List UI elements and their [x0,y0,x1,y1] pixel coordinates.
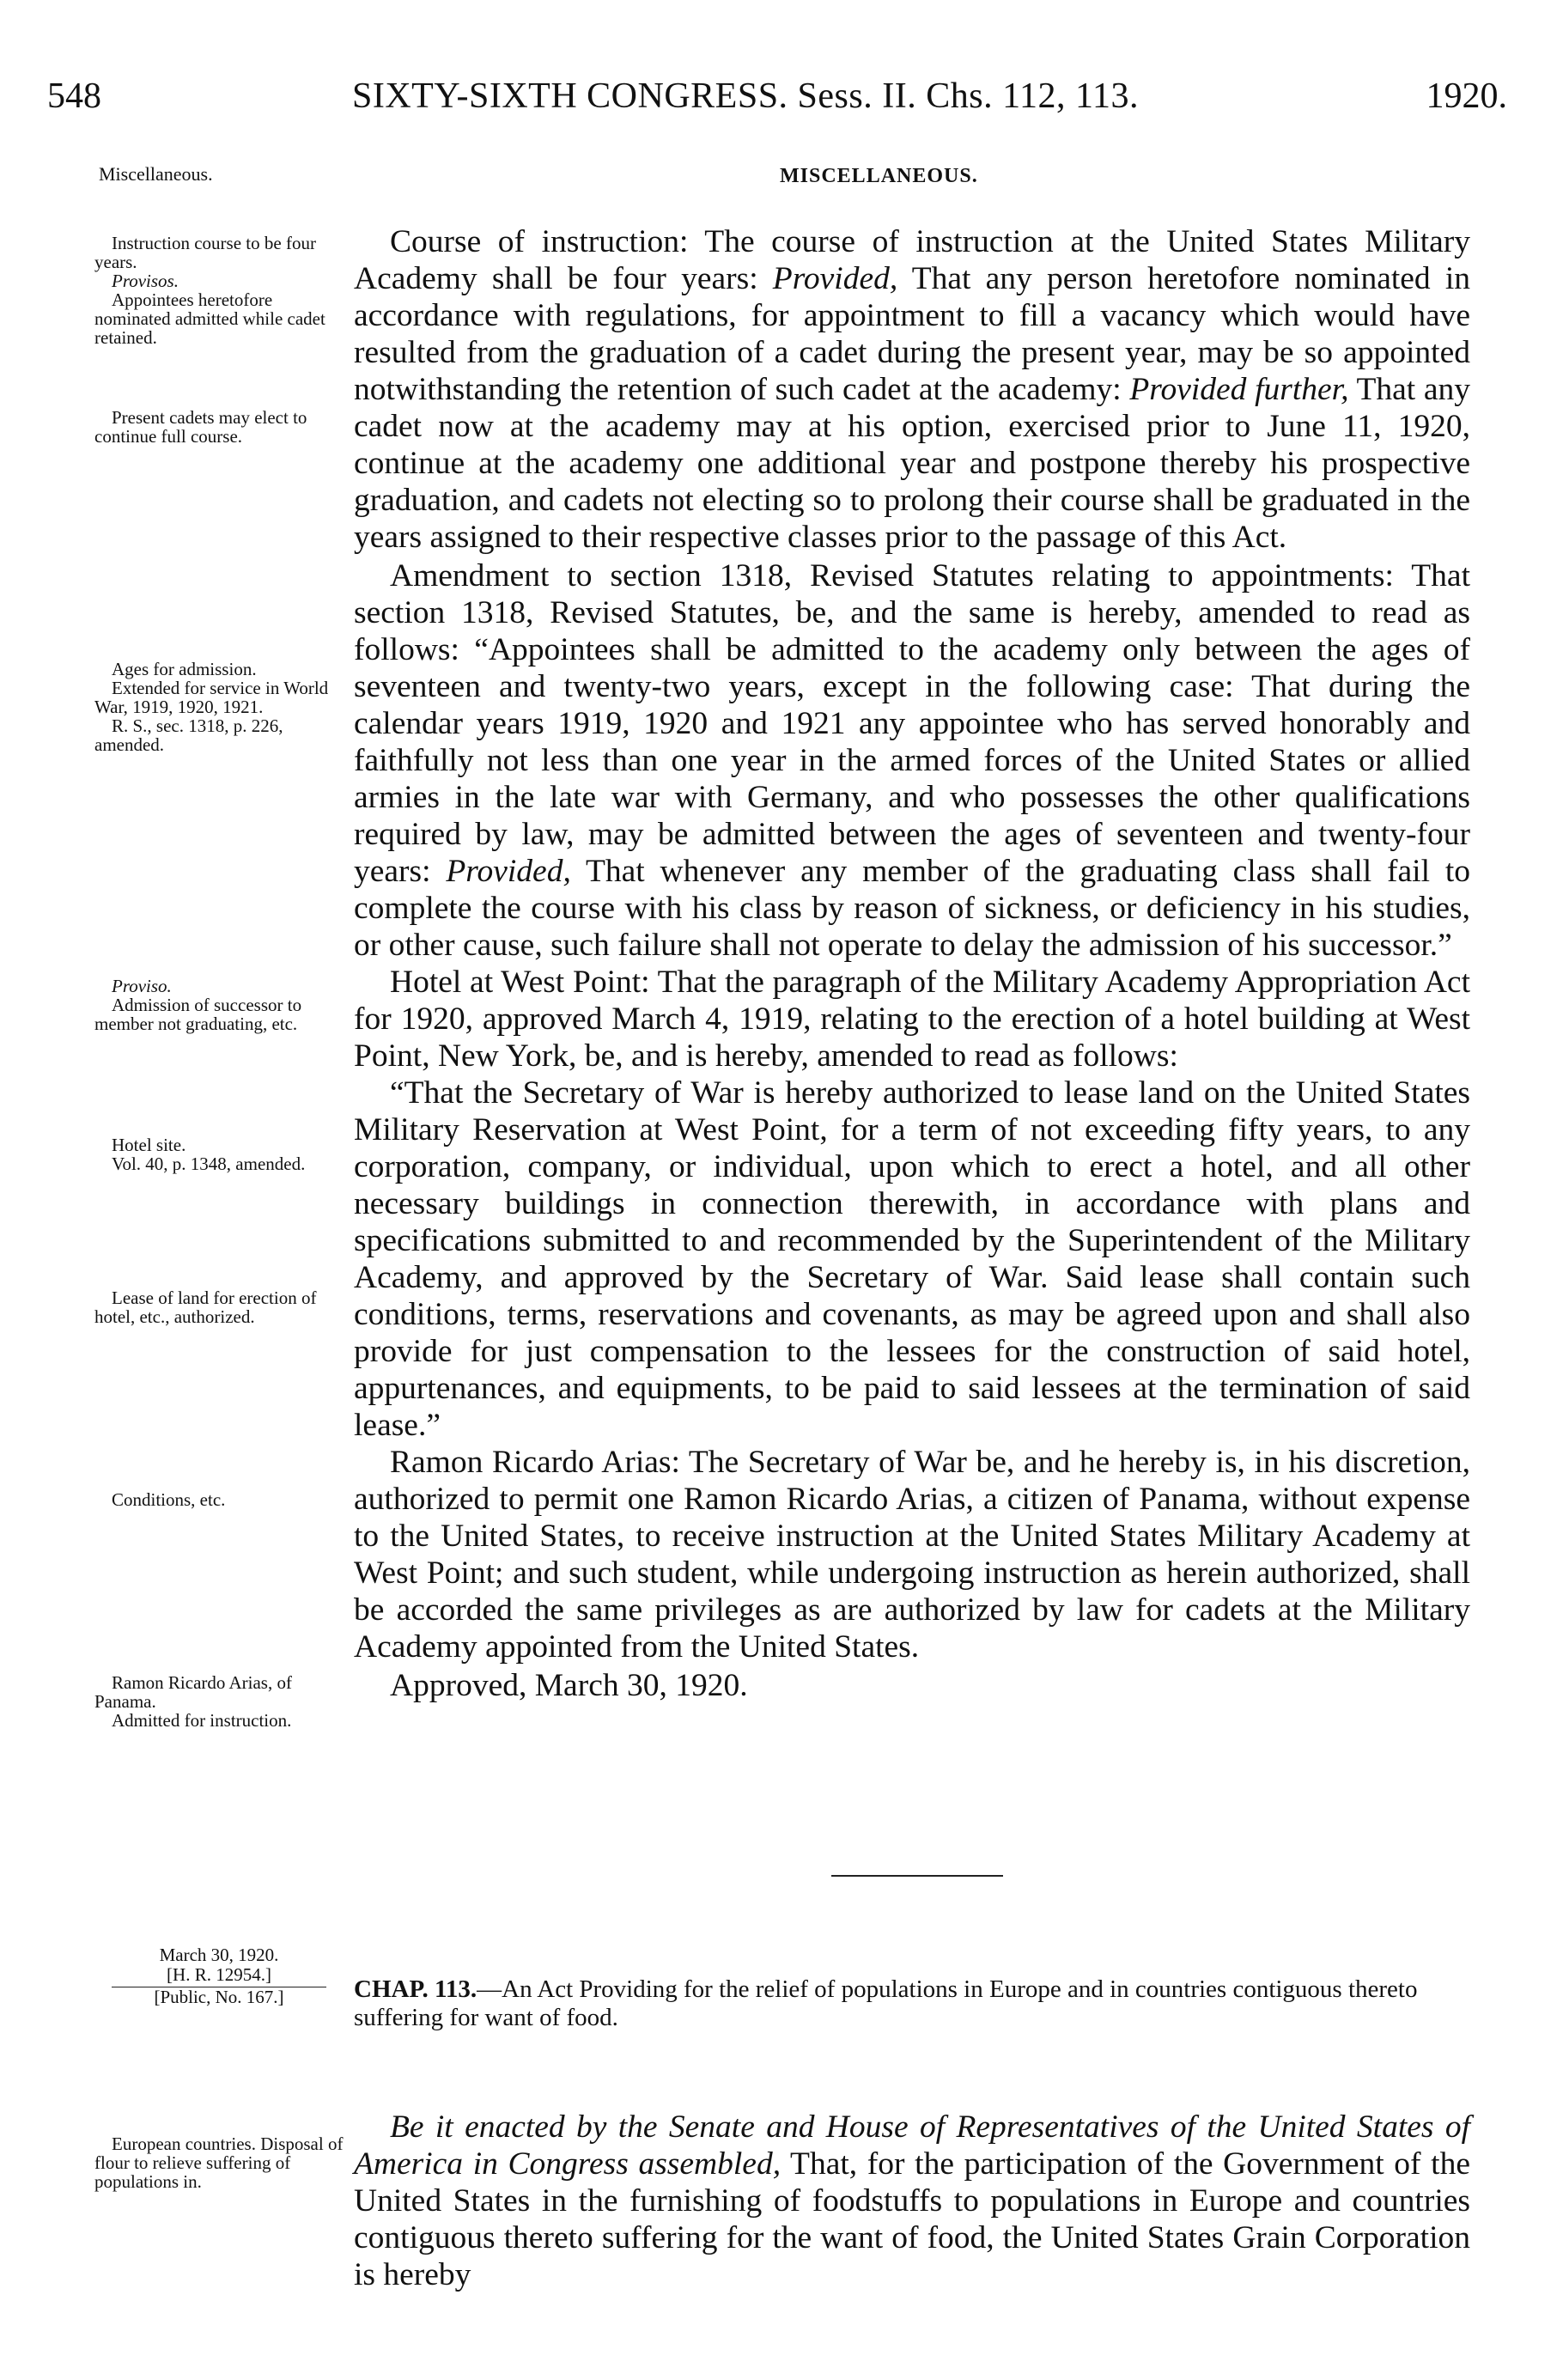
margin-note-text: Appointees heretofore nominated admitted while cadet retained. [94,289,325,348]
chapter-title-text: —An Act Providing for the relief of populations in Europe and in countries contiguous thereto suffering for want of food. [354,1975,1418,2031]
margin-note-instruction [94,234,344,347]
margin-note-text: Conditions, etc. [112,1489,226,1510]
margin-note-lease [94,1288,344,1326]
chapter-date: March 30, 1920. [159,1945,279,1965]
paragraph-arias: Ramon Ricardo Arias: The Secretary of War be, and he hereby is, in his discretion, authorized to permit one Ramon Ricardo Arias, a citizen of Panama, without expense to the United States, to receive instruction at the United States Military Academy at West Point; and such student, while undergoing instruction as herein authorized, shall be accorded the same privileges as are authorized by law for cadets at the Military Academy appointed from the United States. [354,1445,1470,1665]
margin-note-text: Admission of successor to member not graduating, etc. [94,995,302,1034]
margin-note-text: Lease of land for erection of hotel, etc., authorized. [94,1287,317,1327]
body-text [354,223,1470,1704]
chapter-title [354,1975,1470,2032]
enacting-clause [354,2109,1470,2293]
section-divider [831,1875,1003,1877]
bill-number: [H. R. 12954.] [167,1964,271,1985]
margin-note-provisos: Provisos. [112,271,179,291]
public-law-number: [Public, No. 167.] [154,1987,284,2007]
margin-note-text: Ages for admission. [112,659,257,679]
text-run: That any person heretofore nominated in accordance with regulations, for appointment to fill a vacancy which would have resulted from the graduation of a cadet during the present year, may be so appointed notwithstanding the retention of such cadet at the academy: [354,261,1470,407]
margin-note-present-cadets [94,408,344,446]
paragraph-hotel: Hotel at West Point: That the paragraph of the Military Academy Appropriation Act for 1920, approved March 4, 1919, relating to the erection of a hotel building at West Point, New York, be, and is hereby, amended to read as follows: [354,965,1470,1074]
margin-note-text: Extended for service in World War, 1919, 1920, 1921. [94,678,329,717]
running-title: SIXTY-SIXTH CONGRESS. Sess. II. Chs. 112, 113. [352,76,1139,116]
margin-note-hotel-site [94,1135,344,1173]
margin-note-conditions [94,1490,344,1509]
text-run: Amendment to section 1318, Revised Statutes relating to appointments: That section 1318, Revised Statutes, be, and the same is hereby, amended to read as follows: “Appointees shall be admitted to the academy only between the ages of seventeen and twenty-two years, except in the following case: That during the calendar years 1919, 1920 and 1921 any appointee who has served honorably and faithfully not less than one year in the armed forces of the United States or allied armies in the late war with Germany, and who possesses the other qualifications required by law, may be admitted between the ages of seventeen and twenty-four years: [354,558,1470,889]
margin-note-text: Admitted for instruction. [112,1710,292,1731]
margin-note-proviso: Proviso. [112,976,172,996]
text-run: That whenever any member of the graduating class shall fail to complete the course with his class by reason of sickness, or deficiency in his studies, or other cause, such failure shall not operate to delay the admission of his successor.” [354,854,1470,963]
approved-date: Approved, March 30, 1920. [390,1668,748,1703]
margin-note-text: European countries. Disposal of flour to relieve suffering of populations in. [94,2133,344,2192]
text-run: That any cadet now at the academy may at his option, exercised prior to June 11, 1920, continue at the academy one additional year and postpone thereby his prospective graduation, and cadets not electing so to prolong their course shall be graduated in the years assigned to their respective classes prior to the passage of this Act. [354,372,1470,555]
margin-note-proviso-successor [94,977,344,1033]
text-run-italic: Provided, [772,261,898,296]
margin-note-text: Instruction course to be four years. [94,233,316,272]
margin-note-european-countries [94,2134,344,2191]
paragraph-enact [354,2109,1470,2293]
header-year: 1920. [1426,76,1507,116]
margin-note-ages [94,660,344,754]
text-run-italic: Provided further, [1129,372,1349,407]
section-heading: MISCELLANEOUS. [780,165,978,187]
text-run-italic: Be it enacted by the Senate and House of Representatives of the United States of America in Congress assembled, [354,2109,1470,2182]
page-number: 548 [47,76,101,116]
margin-note-text: R. S., sec. 1318, p. 226, amended. [94,715,283,755]
margin-note-arias [94,1673,344,1730]
paragraph-lease: “That the Secretary of War is hereby authorized to lease land on the United States Military Reservation at West Point, for a term of not exceeding fifty years, to any corporation, company, or individual, upon which to erect a hotel, and all other necessary buildings in connection therewith, in accordance with plans and specifications submitted to and recommended by the Superintendent of the Military Academy, and approved by the Secretary of War. Said lease shall contain such conditions, terms, reservations and covenants, as may be agreed upon and shall also provide for just compensation to the lessees for the construction of said hotel, appurtenances, and equipments, to be paid to said lessees at the termination of said lease.” [354,1075,1470,1443]
text-run-italic: Provided, [446,854,571,889]
paragraph-amendment-1318 [354,557,1470,964]
margin-note-text: Present cadets may elect to continue full course. [94,407,307,447]
side-section-label: Miscellaneous. [99,163,213,185]
chapter-label: CHAP. 113. [354,1975,477,2003]
margin-note-text: Ramon Ricardo Arias, of Panama. [94,1672,292,1712]
margin-note-text: Vol. 40, p. 1348, amended. [112,1153,306,1174]
margin-note-text: Hotel site. [112,1135,186,1155]
text-run: That, for the participation of the Government of the United States in the furnishing of foodstuffs to populations in Europe and countries contiguous thereto suffering for the want of food, the United States Grain Corporation is hereby [354,2146,1470,2292]
text-run: Course of instruction: The course of instruction at the United States Military Academy shall be four years: [354,224,1470,296]
chapter-tag [94,1945,344,2007]
paragraph-course-of-instruction [354,223,1470,556]
